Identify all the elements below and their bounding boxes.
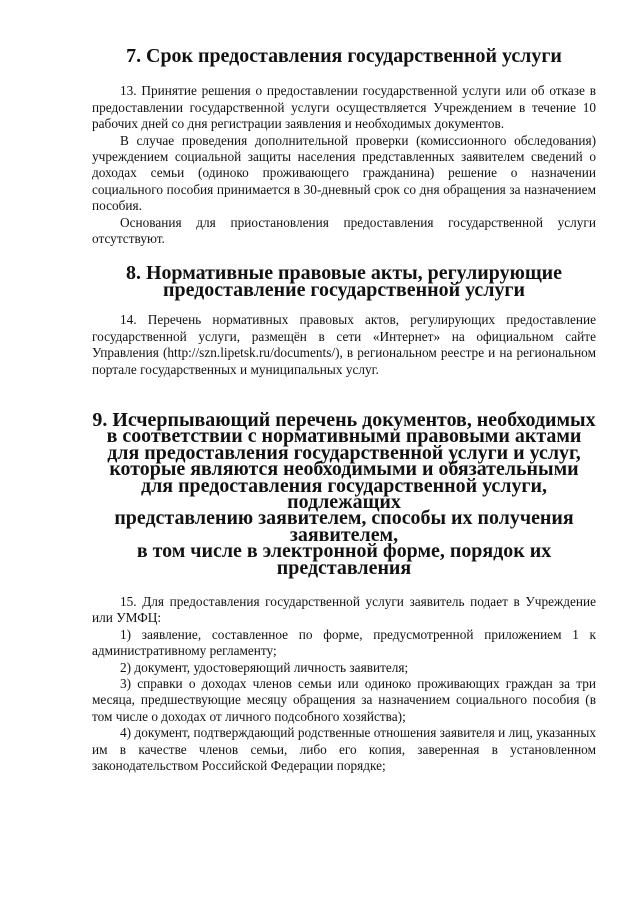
section-7-heading: 7. Срок предоставления государственной услуги [126,45,562,67]
section-8-heading [92,262,596,301]
section-9-heading-line: в соответствии с нормативными правовыми актами [106,425,582,448]
section-9-heading-line: для предоставления государственной услуги и услуг, [107,441,581,464]
section-9-heading-line: 9. Исчерпывающий перечень документов, необходимых [92,408,596,431]
section-9-heading-line: которые являются необходимыми и обязательными [109,458,579,481]
document-page [92,45,596,774]
paragraph-15-intro: 15. Для предоставления государственной услуги заявитель подает в Учреждение или УМФЦ: [92,593,596,626]
paragraph-additional-check: В случае проведения дополнительной проверки (комиссионного обследования) учреждением социальной защиты населения представленных заявителем сведений о доходах семьи (одиноко проживающего гражданина) решение о назначении социального пособия принимается в 30-дневный срок со дня обращения за назначением пособия. [92,132,596,214]
paragraph-13: 13. Принятие решения о предоставлении государственной услуги или об отказе в предоставлении государственной услуги осуществляется Учреждением в течение 10 рабочих дней со дня регистрации заявления и необходимых документов. [92,83,596,132]
section-8-heading-line: 8. Нормативные правовые акты, регулирующие [126,262,562,285]
paragraph-14: 14. Перечень нормативных правовых актов, регулирующих предоставление государственной услуги, размещён в сети «Интернет» на официальном сайте Управления (http://szn.lipetsk.ru/documents/), в региональном реестре и на региональном портале государственных и муниципальных услуг. [92,312,596,377]
section-9-heading-line: в том числе в электронной форме, порядок их представления [136,540,552,579]
list-item-identity-document: 2) документ, удостоверяющий личность заявителя; [120,659,409,675]
section-9-heading-line: представлению заявителем, способы их получения заявителем, [114,507,574,546]
section-9-heading [92,408,596,579]
list-item-application: 1) заявление, составленное по форме, предусмотренной приложением 1 к административному регламенту; [92,626,596,659]
section-9-heading-line: для предоставления государственной услуги, подлежащих [141,474,547,513]
list-item-kinship-document: 4) документ, подтверждающий родственные отношения заявителя и лиц, указанных им в качестве членов семьи, либо его копия, заверенная в установленном законодательством Российской Федерации порядке; [92,725,596,774]
paragraph-suspension-grounds: Основания для приостановления предоставления государственной услуги отсутствуют. [92,214,596,247]
list-item-income-certificates: 3) справки о доходах членов семьи или одиноко проживающих граждан за три месяца, предшествующие месяцу обращения за назначением социального пособия (в том числе о доходах от личного подсобного хозяйства); [92,676,596,724]
section-8-heading-line: предоставление государственной услуги [163,278,525,301]
